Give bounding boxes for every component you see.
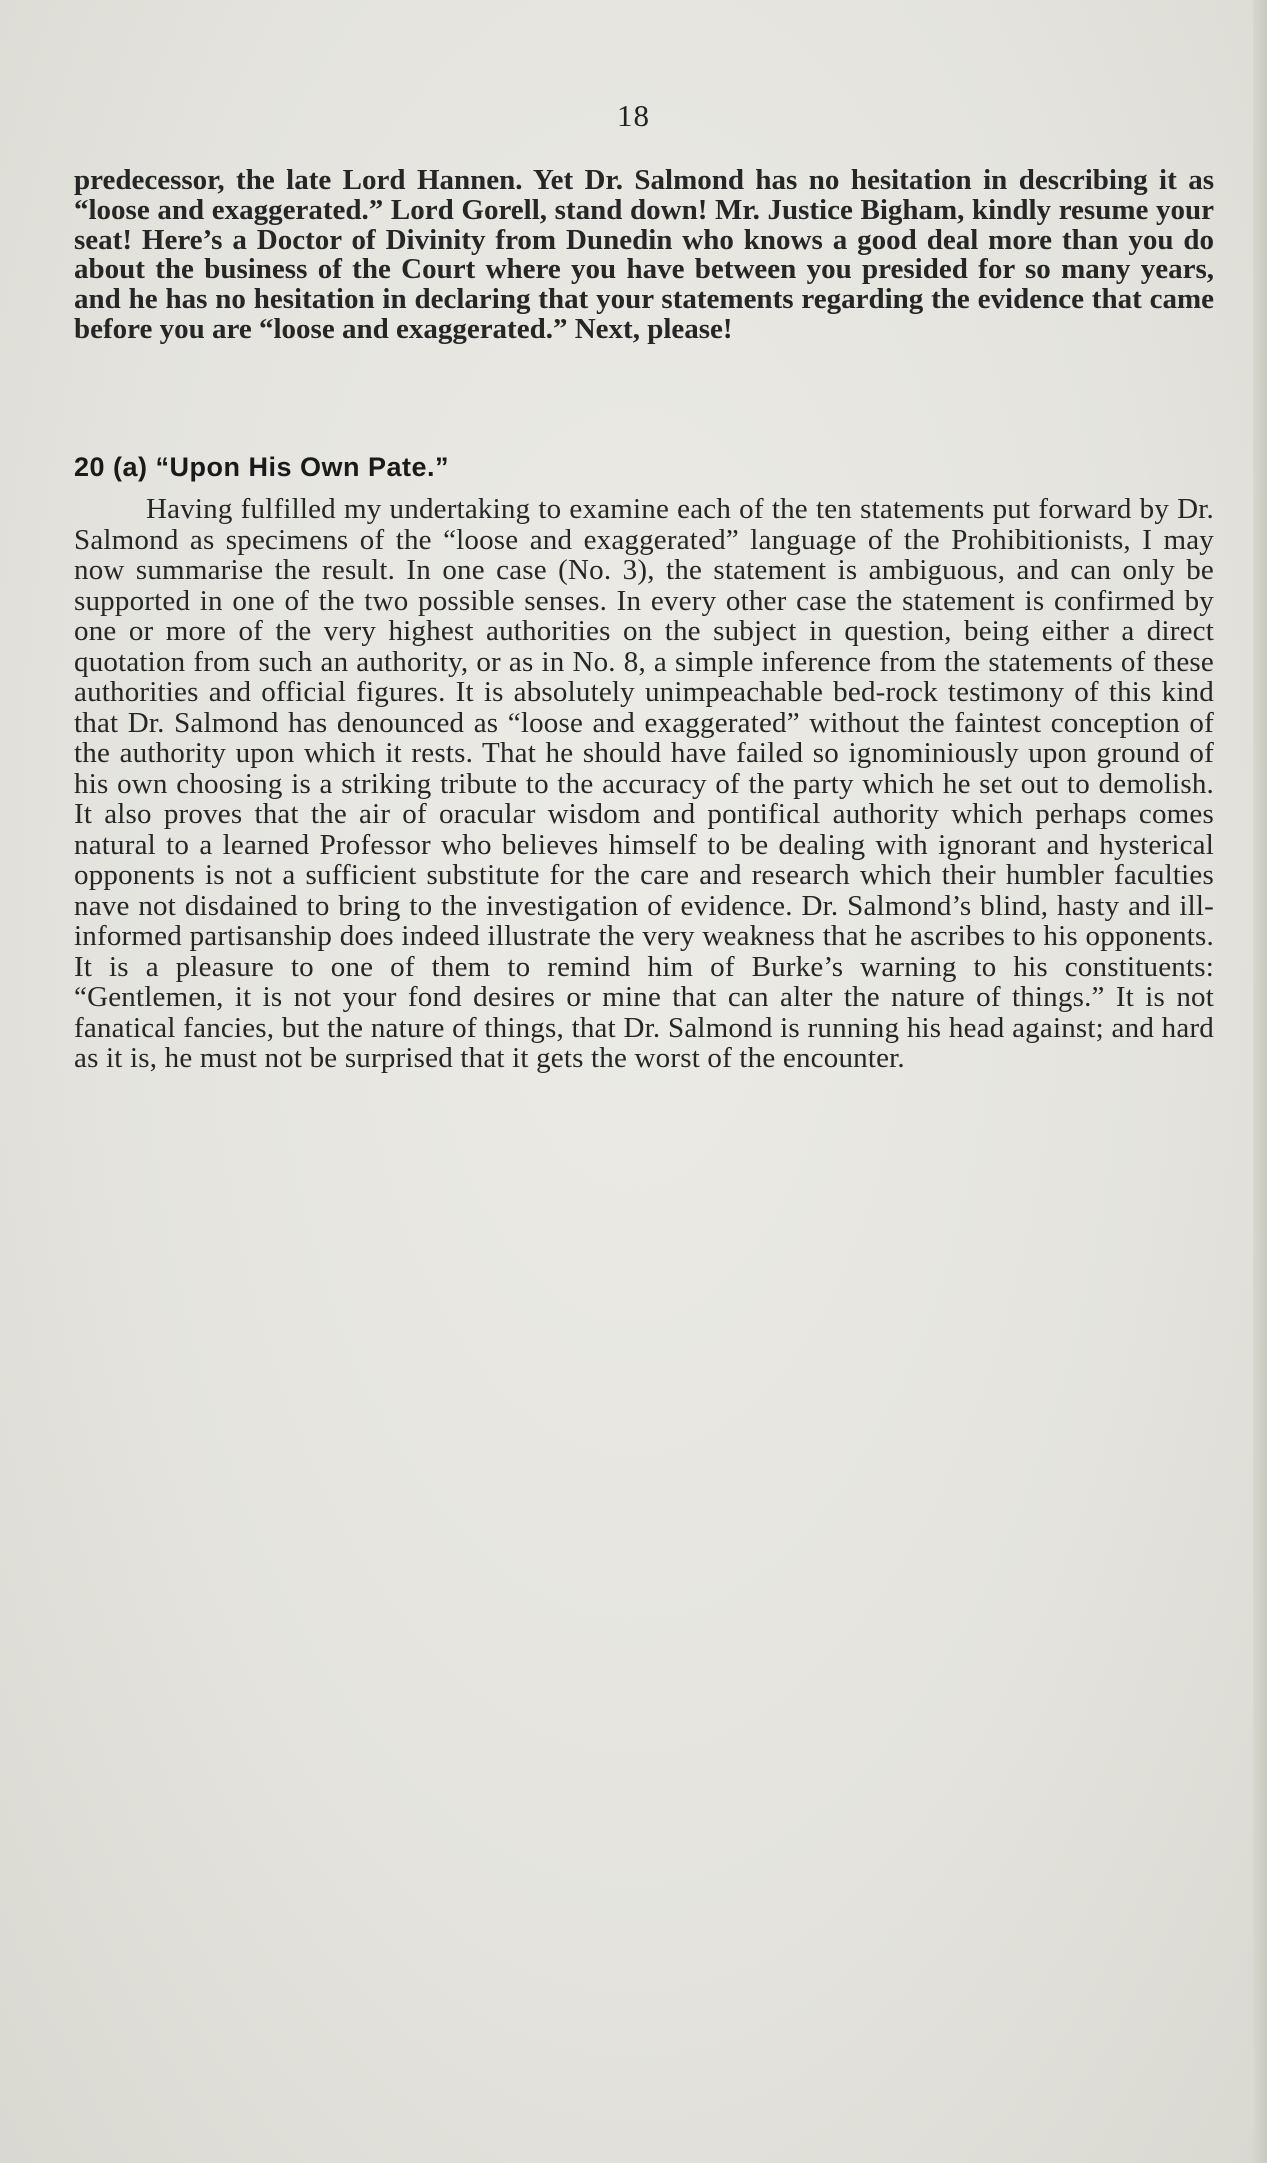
page-edge-shadow <box>1253 0 1267 2163</box>
section-heading: 20 (a) “Upon His Own Pate.” <box>74 452 450 482</box>
paragraph-body: Having fulfilled my undertaking to examine each of the ten statements put forward by Dr. Salmond as specimens of the “loose and exaggerated” language of the Prohibitionists, I may now summarise the result. In one case (No. 3), the statement is ambiguous, and can only be supported in one of the two possible senses. In every other case the statement is confirmed by one or more of the very highest authorities on the subject in question, being either a direct quotation from such an authority, or as in No. 8, a simple inference from the statements of these authorities and official figures. It is absolutely unimpeachable bed-rock testimony of this kind that Dr. Salmond has denounced as “loose and exaggerated” without the faintest conception of the authority upon which it rests. That he should have failed so ignominiously upon ground of his own choosing is a striking tribute to the accuracy of the party which he set out to demolish. It also proves that the air of oracular wisdom and pontifical authority which perhaps comes natural to a learned Professor who believes himself to be dealing with ignorant and hysterical opponents is not a sufficient substitute for the care and research which their humbler faculties nave not disdained to bring to the investigation of evidence. Dr. Salmond’s blind, hasty and ill-informed partisanship does indeed illustrate the very weakness that he ascribes to his opponents. It is a pleasure to one of them to remind him of Burke’s warning to his constituents: “Gentlemen, it is not your fond desires or mine that can alter the nature of things.” It is not fanatical fancies, but the nature of things, that Dr. Salmond is running his head against; and hard as it is, he must not be surprised that it gets the worst of the encounter. <box>74 493 1214 1074</box>
paragraph-continuation: predecessor, the late Lord Hannen. Yet Dr. Salmond has no hesitation in describing it as “loose and exaggerated.” Lord Gorell, stand down! Mr. Justice Bigham, kindly resume your seat! Here’s a Doctor of Divinity from Dunedin who knows a good deal more than you do about the business of the Court where you have between you presided for so many years, and he has no hesitation in declaring that your statements regarding the evidence that came before you are “loose and exaggerated.” Next, please! <box>74 164 1214 345</box>
page-number: 18 <box>617 98 650 133</box>
